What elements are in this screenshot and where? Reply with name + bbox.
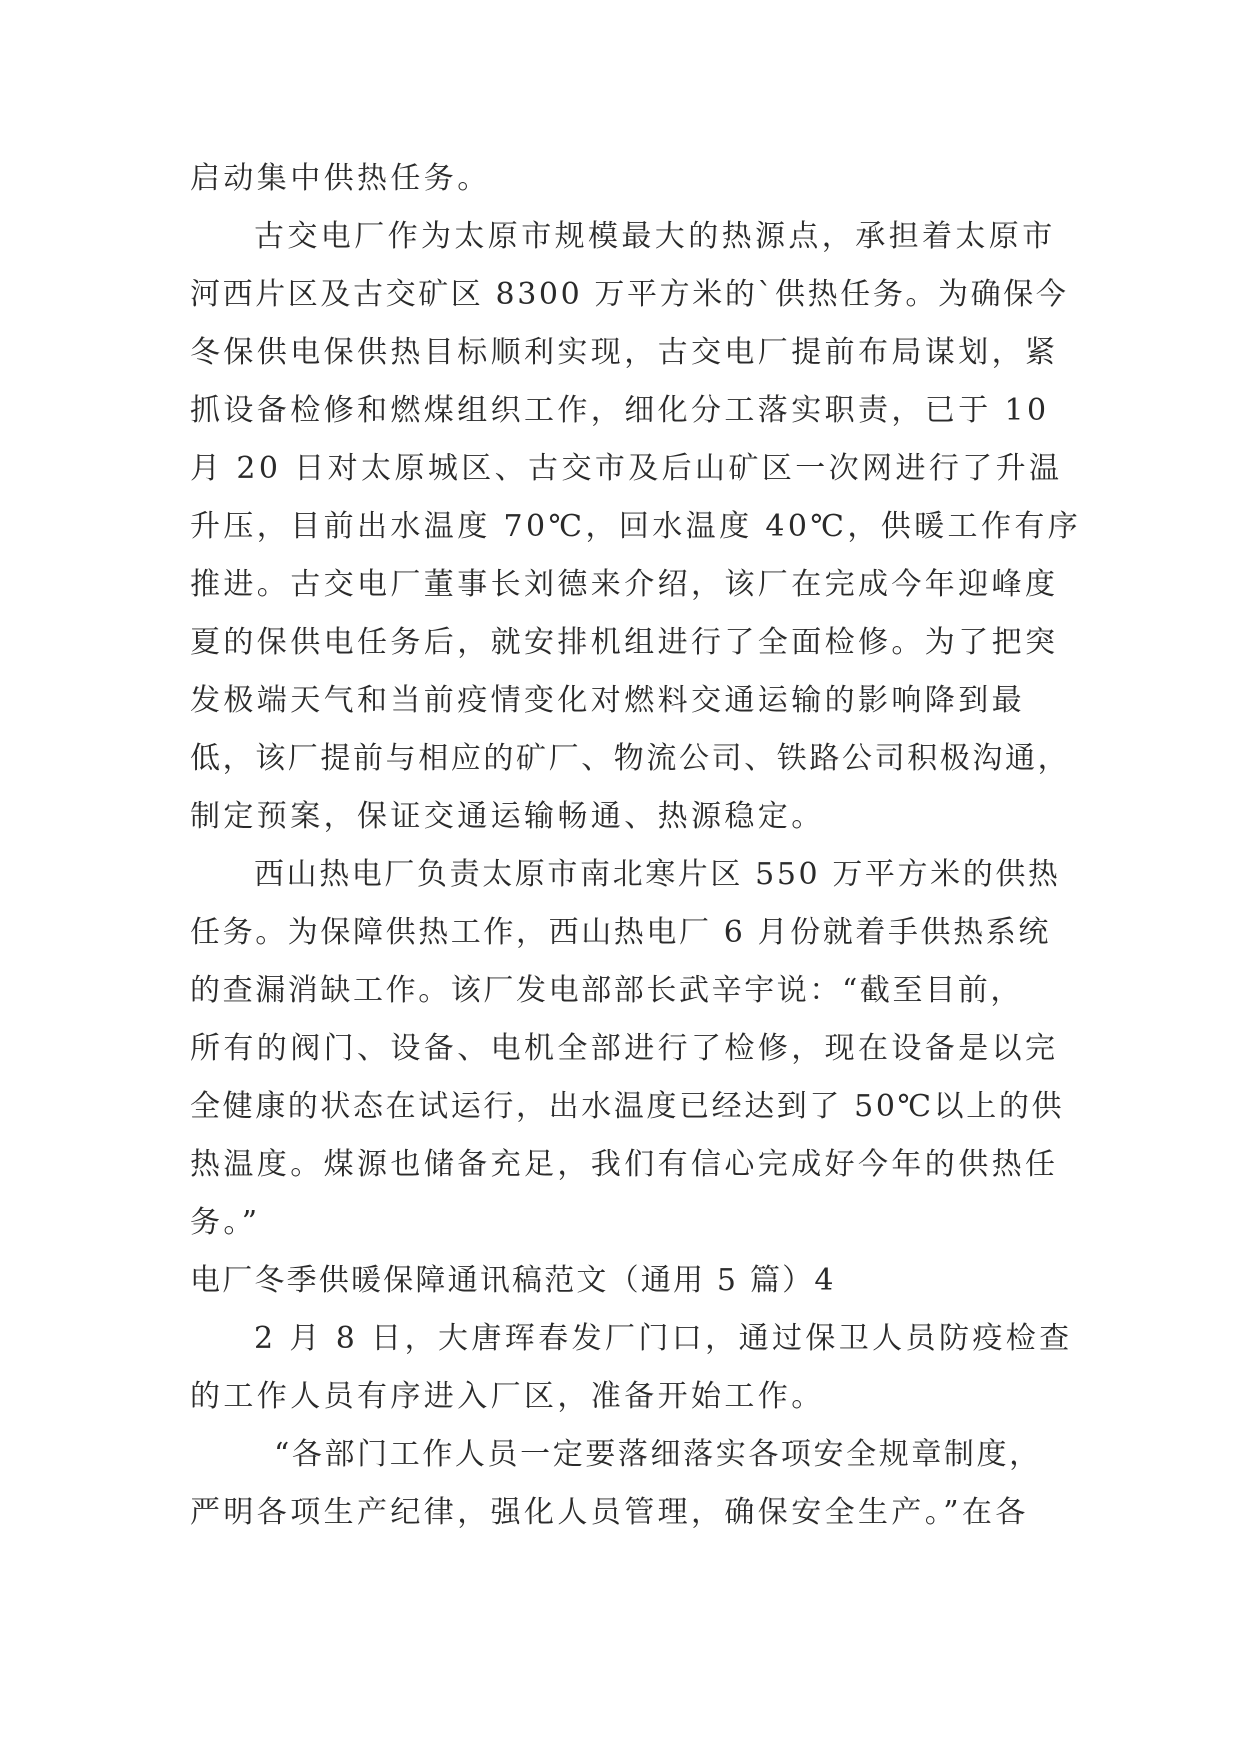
text-line: 抓设备检修和燃煤组织工作，细化分工落实职责，已于 10 <box>190 393 1050 428</box>
text-line: 低，该厂提前与相应的矿厂、物流公司、铁路公司积极沟通， <box>190 741 1071 776</box>
paragraph-first-line: 2 月 8 日，大唐珲春发厂门口，通过保卫人员防疫检查 <box>254 1321 1073 1356</box>
text-line: 任务。为保障供热工作，西山热电厂 6 月份就着手供热系统 <box>190 915 1051 950</box>
paragraph-first-line: 古交电厂作为太原市规模最大的热源点，承担着太原市 <box>254 219 1056 254</box>
text-line: 冬保供电保供热目标顺利实现，古交电厂提前布局谋划，紧 <box>190 335 1059 370</box>
text-line: 推进。古交电厂董事长刘德来介绍，该厂在完成今年迎峰度 <box>190 567 1059 602</box>
section-heading: 电厂冬季供暖保障通讯稿范文（通用 5 篇）4 <box>190 1263 836 1298</box>
text-line: 月 20 日对太原城区、古交市及后山矿区一次网进行了升温 <box>190 451 1063 486</box>
text-line: 发极端天气和当前疫情变化对燃料交通运输的影响降到最 <box>190 683 1025 718</box>
document-page <box>190 150 1082 1542</box>
text-line: 全健康的状态在试运行，出水温度已经达到了 50℃以上的供 <box>190 1089 1065 1124</box>
text-line: 河西片区及古交矿区 8300 万平方米的`供热任务。为确保今 <box>190 277 1069 312</box>
text-line: 启动集中供热任务。 <box>190 161 491 196</box>
text-line: 严明各项生产纪律，强化人员管理，确保安全生产。”在各 <box>190 1495 1029 1530</box>
paragraph-first-line: “各部门工作人员一定要落细落实各项安全规章制度， <box>274 1437 1042 1472</box>
paragraph-first-line: 西山热电厂负责太原市南北寒片区 550 万平方米的供热 <box>254 857 1061 892</box>
text-line: 所有的阀门、设备、电机全部进行了检修，现在设备是以完 <box>190 1031 1059 1066</box>
text-line: 的工作人员有序进入厂区，准备开始工作。 <box>190 1379 825 1414</box>
text-line: 夏的保供电任务后，就安排机组进行了全面检修。为了把突 <box>190 625 1059 660</box>
text-line: 制定预案，保证交通运输畅通、热源稳定。 <box>190 799 825 834</box>
text-line: 热温度。煤源也储备充足，我们有信心完成好今年的供热任 <box>190 1147 1059 1182</box>
text-line: 务。” <box>190 1205 261 1240</box>
text-line: 升压，目前出水温度 70℃，回水温度 40℃，供暖工作有序 <box>190 509 1082 544</box>
text-line: 的查漏消缺工作。该厂发电部部长武辛宇说：“截至目前， <box>190 973 1023 1008</box>
